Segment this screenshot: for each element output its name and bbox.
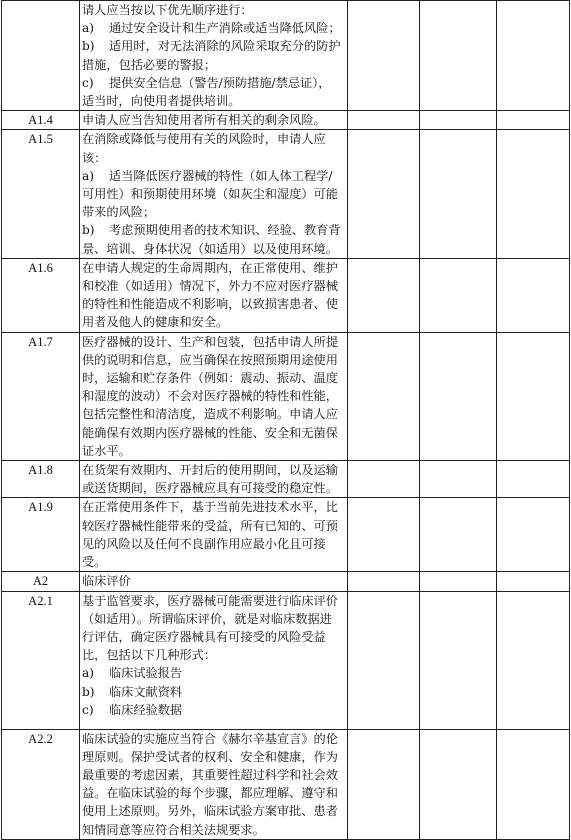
blank-cell (348, 591, 420, 729)
blank-cell (497, 591, 570, 729)
text-line: 可用性）和预期使用环境（如灰尘和湿度）可能 (82, 187, 338, 202)
blank-cell (497, 332, 570, 460)
requirement-text (80, 332, 348, 460)
list-item (82, 74, 345, 92)
blank-cell (497, 1, 570, 111)
text-line: 能确保有效期内医疗器械的性能、安全和无菌保 (82, 425, 338, 440)
blank-cell (348, 572, 420, 591)
clause-id: A1.7 (2, 332, 80, 460)
list-item-text: 临床经验数据 (109, 702, 183, 717)
requirements-table-body (2, 1, 570, 840)
text-line: 适当时，向使用者提供培训。 (82, 94, 241, 109)
list-item-text: 适当降低医疗器械的特性（如人体工程学/ (109, 168, 333, 183)
list-marker: c) (82, 75, 94, 90)
blank-cell (348, 1, 420, 111)
text-line: 的特性和性能造成不利影响，以致损害患者、使 (82, 297, 338, 312)
table-row (2, 591, 570, 729)
blank-cell (348, 729, 420, 839)
list-item-text: 考虑预期使用者的技术知识、经验、教育背 (109, 223, 341, 238)
table-row (2, 1, 570, 111)
text-line: 比，包括以下几种形式： (82, 648, 217, 663)
text-line: 该： (82, 150, 107, 165)
requirement-text (80, 729, 348, 839)
text-line: 用者及他人的健康和安全。 (82, 315, 229, 330)
text-line: 或送货期间，医疗器械应具有可接受的稳定性。 (82, 481, 338, 496)
blank-cell (348, 332, 420, 460)
text-line: 较医疗器械性能带来的受益，所有已知的、可预 (82, 518, 338, 533)
list-item (82, 221, 345, 239)
list-marker: b) (82, 684, 95, 699)
text-line: 最重要的考虑因素，其重要性超过科学和社会效 (82, 767, 338, 782)
requirement-text (80, 1, 348, 111)
blank-cell (348, 498, 420, 572)
text-line: 医疗器械的设计、生产和包装，包括申请人所提 (82, 334, 338, 349)
text-line: 申请人应当告知使用者所有相关的剩余风险。 (82, 113, 326, 128)
list-item (82, 19, 345, 37)
blank-cell (420, 258, 497, 332)
list-marker: a) (82, 666, 95, 681)
blank-cell (420, 729, 497, 839)
list-marker: b) (82, 223, 95, 238)
table-row (2, 332, 570, 460)
requirement-text (80, 461, 348, 498)
text-line: 行评估，确定医疗器械具有可接受的风险受益 (82, 629, 326, 644)
blank-cell (497, 111, 570, 130)
text-line: 知情同意等应符合相关法规要求。 (82, 822, 265, 837)
text-line: 带来的风险； (82, 205, 156, 220)
text-line: 在正常使用条件下，基于当前先进技术水平，比 (82, 500, 338, 515)
clause-id: A2.1 (2, 591, 80, 729)
blank-cell (420, 1, 497, 111)
text-line: 在货架有效期内、开封后的使用期间，以及运输 (82, 463, 338, 478)
text-line: 益。在临床试验的每个步骤，都应理解、遵守和 (82, 786, 338, 801)
text-line: 在申请人规定的生命周期内，在正常使用、维护 (82, 260, 338, 275)
blank-cell (348, 130, 420, 258)
requirement-text (80, 498, 348, 572)
clause-id: A1.8 (2, 461, 80, 498)
text-line: 和湿度的波动）不会对医疗器械的特性和性能， (82, 389, 338, 404)
list-item (82, 664, 345, 682)
table-row (2, 498, 570, 572)
blank-cell (420, 332, 497, 460)
text-line: 临床试验的实施应当符合《赫尔辛基宣言》的伦 (82, 731, 338, 746)
table-row (2, 461, 570, 498)
blank-cell (497, 572, 570, 591)
blank-cell (348, 461, 420, 498)
text-line: 基于监管要求，医疗器械可能需要进行临床评价 (82, 593, 338, 608)
text-line: 证水平。 (82, 443, 131, 458)
table-row (2, 729, 570, 839)
blank-cell (420, 498, 497, 572)
blank-cell (497, 729, 570, 839)
list-marker: a) (82, 21, 95, 36)
text-line: 请人应当按以下优先顺序进行： (82, 3, 253, 17)
blank-cell (420, 130, 497, 258)
text-line: 受。 (82, 555, 107, 570)
list-item-text: 适用时，对无法消除的风险采取充分的防护 (109, 39, 341, 54)
blank-cell (497, 258, 570, 332)
blank-cell (497, 498, 570, 572)
blank-cell (497, 130, 570, 258)
clause-id: A1.4 (2, 111, 80, 130)
blank-cell (420, 461, 497, 498)
text-line: 见的风险以及任何不良副作用应最小化且可接 (82, 536, 326, 551)
list-item (82, 683, 345, 701)
text-line: 使用上述原则。另外，临床试验方案审批、患者 (82, 804, 338, 819)
clause-id: A1.6 (2, 258, 80, 332)
blank-cell (420, 572, 497, 591)
table-row (2, 258, 570, 332)
clause-id: A1.9 (2, 498, 80, 572)
text-line: 临床评价 (82, 574, 131, 589)
blank-cell (348, 258, 420, 332)
requirement-text (80, 111, 348, 130)
text-line: （如适用）。所谓临床评价，就是对临床数据进 (82, 611, 332, 626)
list-item-text: 临床试验报告 (109, 666, 183, 681)
text-line: 在消除或降低与使用有关的风险时，申请人应 (82, 132, 326, 147)
blank-cell (348, 111, 420, 130)
table-row (2, 130, 570, 258)
list-item-text: 通过安全设计和生产消除或适当降低风险； (109, 21, 341, 36)
text-line: 理原则。保护受试者的权利、安全和健康，作为 (82, 749, 338, 764)
text-line: 时，运输和贮存条件（例如：震动、振动、温度 (82, 371, 338, 386)
blank-cell (420, 111, 497, 130)
text-line: 景、培训、身体状况（如适用）以及使用环境。 (82, 241, 338, 256)
clause-id: A2.2 (2, 729, 80, 839)
text-line: 和校准（如适用）情况下，外力不应对医疗器械 (82, 279, 338, 294)
blank-cell (420, 591, 497, 729)
table-row (2, 572, 570, 591)
clause-id: A2 (2, 572, 80, 591)
requirement-text (80, 130, 348, 258)
clause-id (2, 1, 80, 111)
text-line: 供的说明和信息，应当确保在按照预期用途使用 (82, 352, 338, 367)
list-item (82, 701, 345, 719)
requirement-text (80, 572, 348, 591)
list-item (82, 167, 345, 185)
text-line: 措施，包括必要的警报； (82, 57, 217, 72)
requirement-text (80, 591, 348, 729)
list-item-text: 临床文献资料 (109, 684, 183, 699)
clause-id: A1.5 (2, 130, 80, 258)
list-item-text: 提供安全信息（警告/预防措施/禁忌证）， (109, 75, 331, 90)
list-marker: c) (82, 702, 94, 717)
list-marker: b) (82, 39, 95, 54)
table-row (2, 111, 570, 130)
list-item (82, 37, 345, 55)
text-line: 包括完整性和清洁度，造成不利影响。申请人应 (82, 407, 338, 422)
list-marker: a) (82, 168, 95, 183)
blank-cell (497, 461, 570, 498)
requirements-table (1, 0, 570, 840)
requirement-text (80, 258, 348, 332)
